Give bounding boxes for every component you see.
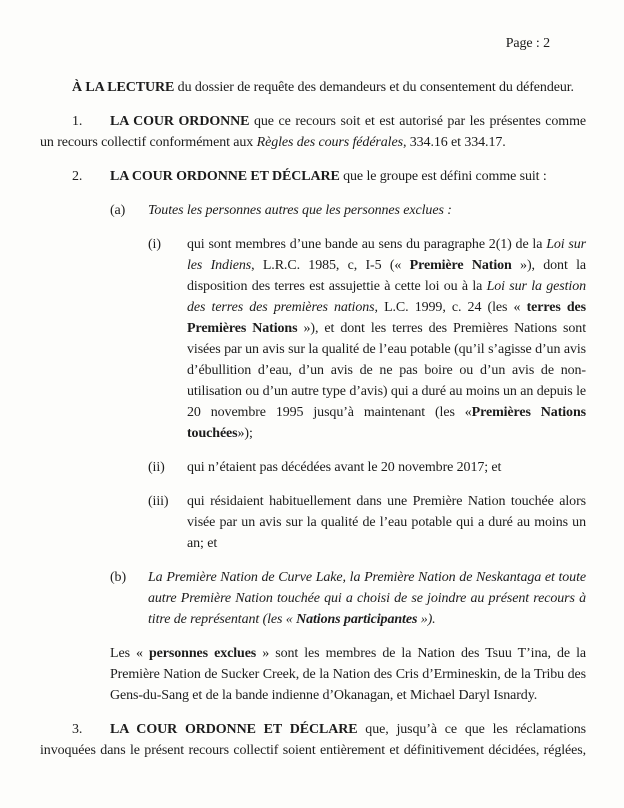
defined-term-premieres-nations-touchees: Premières Nations touchées xyxy=(187,405,586,441)
intro-lead: À LA LECTURE xyxy=(72,80,175,95)
defined-term-personnes-exclues: personnes exclues xyxy=(149,646,257,661)
order-body-2: que le groupe est défini comme suit : xyxy=(339,169,547,184)
item-b-text-1: La Première Nation de Curve Lake, la Première Nation de Neskantaga et toute autre Première Nation touchée qui a choisi de se joindre au présent recours à titre de représentant (les « xyxy=(148,570,586,627)
order-lead-2: LA COUR ORDONNE ET DÉCLARE xyxy=(110,169,340,184)
defined-term-terres-premieres-nations: terres des Premières Nations xyxy=(187,300,586,336)
defined-term-nations-participantes: Nations participantes xyxy=(296,612,418,627)
item-b-text-2: »). xyxy=(417,612,436,627)
order-lead-3: LA COUR ORDONNE ET DÉCLARE xyxy=(110,722,358,737)
order-body-1a: que ce recours soit et est autorisé par les présentes comme un recours collectif conformément aux xyxy=(40,114,586,150)
defined-term-premiere-nation: Première Nation xyxy=(409,258,512,273)
paragraph-2-number: 2. xyxy=(72,169,83,184)
class-definition-item-iii xyxy=(148,491,586,554)
order-body-1b: , 334.16 et 334.17. xyxy=(402,135,506,150)
intro-rest: du dossier de requête des demandeurs et du consentement du défendeur. xyxy=(174,80,574,95)
order-body-3: que, jusqu’à ce que les réclamations invoquées dans le présent recours collectif soient entièrement et définitivement décidées, réglées, xyxy=(40,722,587,758)
item-i-label: (i) xyxy=(148,237,161,252)
item-i-text-2: , L.R.C. 1985, c, I-5 (« xyxy=(251,258,410,273)
class-definition-item-b xyxy=(110,567,586,630)
paragraph-3-number: 3. xyxy=(72,722,83,737)
statute-citation-land-management-act: Loi sur la gestion des terres des premières nations xyxy=(187,279,586,315)
item-a-text: Toutes les personnes autres que les personnes exclues : xyxy=(148,203,452,218)
item-i-text-6: »); xyxy=(237,426,253,441)
item-i-text-1: qui sont membres d’une bande au sens du paragraphe 2(1) de la xyxy=(187,237,547,252)
item-i-text-5: »), et dont les terres des Premières Nations sont visées par un avis sur la qualité de l’eau potable (qu’il s’agisse d’un avis d’ébullition d’eau, d’un avis de ne pas boire ou d’un avis de non-utilisation ou d’un autre type d’avis) qui a duré au moins un an depuis le 20 novembre 1995 jusqu’à maintenant (les « xyxy=(187,321,586,420)
item-ii-label: (ii) xyxy=(148,460,165,475)
excluded-persons-paragraph xyxy=(110,643,586,706)
item-ii-text: qui n’étaient pas décédées avant le 20 novembre 2017; et xyxy=(187,460,502,475)
class-definition-item-a xyxy=(110,200,586,221)
statute-citation-indian-act: Loi sur les Indiens xyxy=(187,237,587,273)
page-number: Page : 2 xyxy=(505,36,550,51)
order-paragraph-2 xyxy=(40,166,586,187)
order-lead-1: LA COUR ORDONNE xyxy=(110,114,250,129)
item-b-label: (b) xyxy=(110,570,127,585)
item-i-text-3: »), dont la disposition des terres est assujettie à cette loi ou à la xyxy=(187,258,586,294)
class-definition-item-ii xyxy=(148,457,586,478)
item-a-label: (a) xyxy=(110,203,126,218)
order-paragraph-1 xyxy=(40,111,586,153)
item-iii-label: (iii) xyxy=(148,494,169,509)
intro-paragraph xyxy=(40,77,586,98)
paragraph-1-number: 1. xyxy=(72,114,83,129)
class-definition-item-i xyxy=(148,234,586,444)
excluded-text-2: » sont les membres de la Nation des Tsuu T’ina, de la Première Nation de Sucker Creek, de la Nation des Cris d’Ermineskin, de la Tribu des Gens-du-Sang et de la bande indienne d’Okanagan, et Michael Daryl Isnardy. xyxy=(110,646,586,703)
item-iii-text: qui résidaient habituellement dans une Première Nation touchée alors visée par un avis sur la qualité de l’eau potable qui a duré au moins un an; et xyxy=(187,494,586,551)
order-paragraph-3 xyxy=(40,719,586,761)
item-i-text-4: , L.C. 1999, c. 24 (les « xyxy=(374,300,527,315)
excluded-text-1: Les « xyxy=(110,646,149,661)
statute-citation-rules: Règles des cours fédérales xyxy=(256,135,403,150)
